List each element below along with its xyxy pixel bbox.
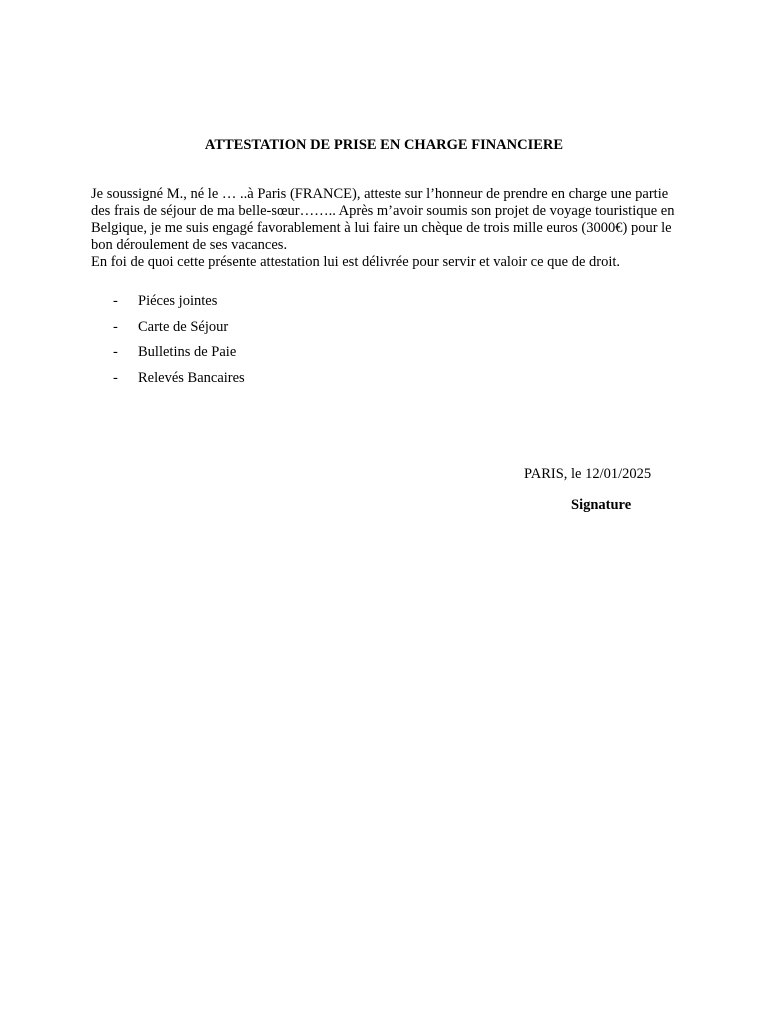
place-date-line: PARIS, le 12/01/2025 xyxy=(524,466,652,482)
list-bullet: - xyxy=(113,293,118,309)
list-item xyxy=(113,292,245,318)
document-title: ATTESTATION DE PRISE EN CHARGE FINANCIERE xyxy=(204,137,564,153)
body-paragraph-commitment: Je soussigné M., né le … ..à Paris (FRANCE), atteste sur l’honneur de prendre en charge une partie des frais de séjour de ma belle-sœur…….. Après m’avoir soumis son projet de voyage touristique en Belgique, je me suis engagé favorablement à lui faire un chèque de trois mille euros (3000€) pour le bon déroulement de ses vacances. xyxy=(91,186,675,253)
list-item-label: Relevés Bancaires xyxy=(138,369,245,386)
list-bullet: - xyxy=(113,369,118,386)
document-body xyxy=(91,186,681,271)
list-item xyxy=(113,369,245,395)
list-item xyxy=(113,343,245,369)
list-item-label: Carte de Séjour xyxy=(138,318,229,335)
signature-label: Signature xyxy=(571,497,632,513)
body-paragraph-closing: En foi de quoi cette présente attestation lui est délivrée pour servir et valoir ce que de droit. xyxy=(91,254,621,270)
attachments-list xyxy=(113,292,245,394)
list-item-label: Bulletins de Paie xyxy=(138,344,237,360)
list-item xyxy=(113,318,245,344)
list-bullet: - xyxy=(113,344,118,360)
list-item-label: Piéces jointes xyxy=(138,293,218,309)
list-bullet: - xyxy=(113,318,118,335)
